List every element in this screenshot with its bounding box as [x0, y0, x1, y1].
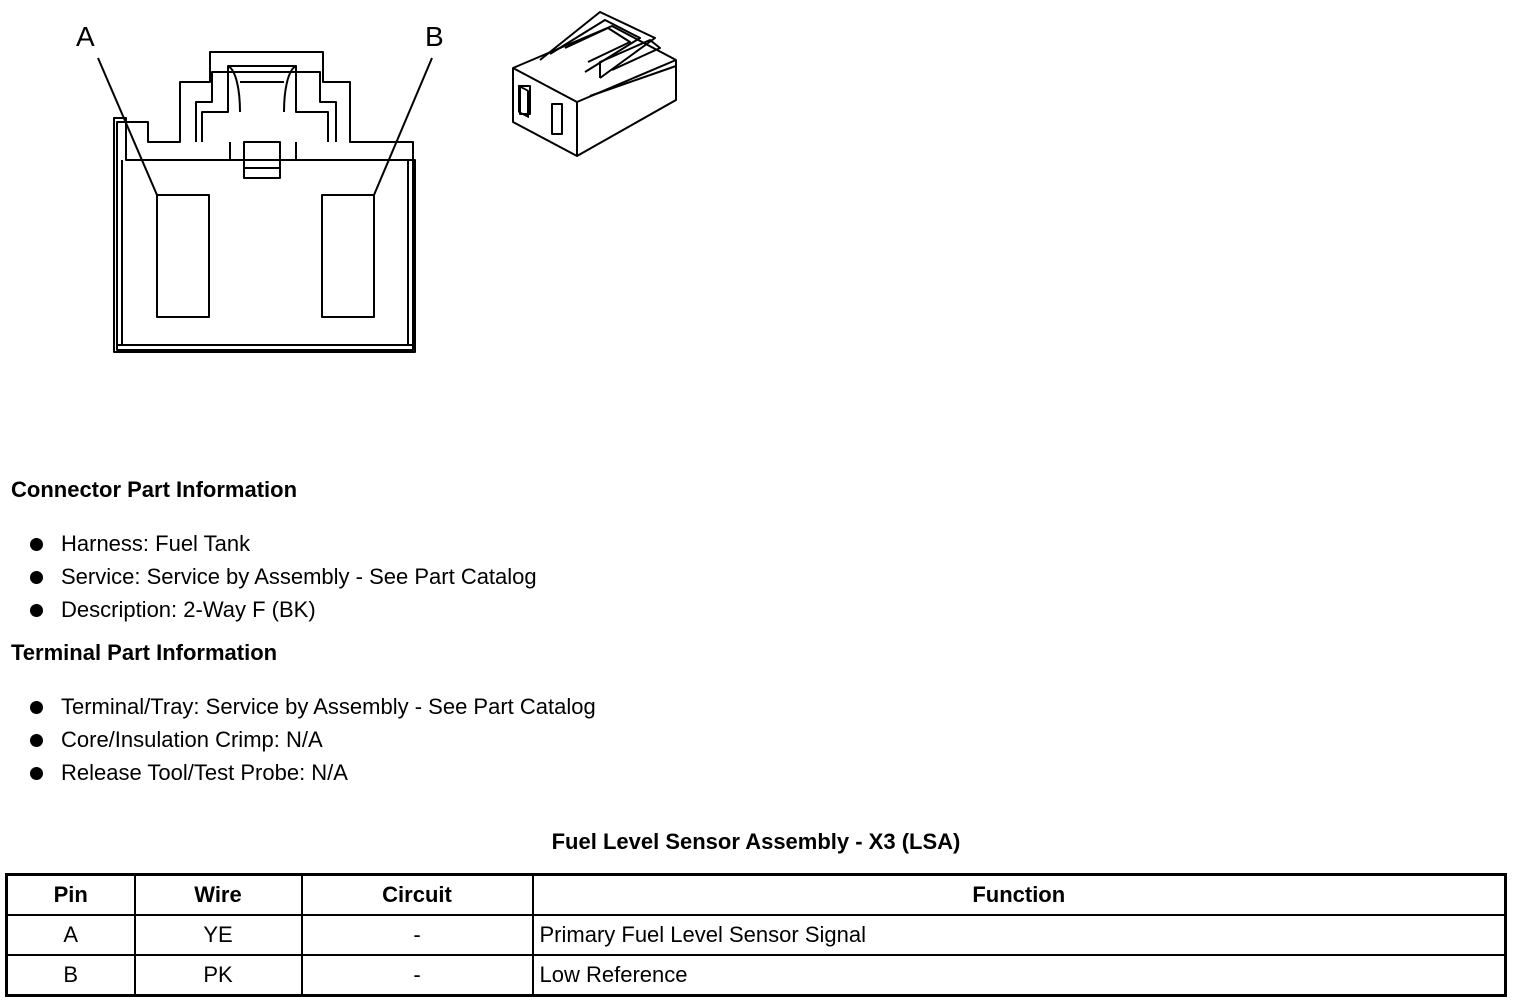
cell-circuit: -	[302, 915, 533, 955]
connector-isometric-view	[513, 12, 676, 156]
list-item-text: Core/Insulation Crimp: N/A	[61, 727, 323, 752]
header-function: Function	[533, 875, 1506, 916]
list-item	[28, 562, 537, 595]
list-item	[28, 692, 596, 725]
list-item	[28, 529, 537, 562]
cell-circuit: -	[302, 955, 533, 996]
cavity-a	[157, 195, 209, 317]
bullet-icon	[30, 734, 43, 747]
cell-pin: A	[7, 915, 135, 955]
cavity-b	[322, 195, 374, 317]
leader-b	[374, 58, 432, 195]
list-item	[28, 595, 537, 628]
terminal-info-title: Terminal Part Information	[11, 640, 278, 665]
header-circuit: Circuit	[302, 875, 533, 916]
bullet-icon	[30, 767, 43, 780]
list-item-text: Harness: Fuel Tank	[61, 531, 251, 556]
header-pin: Pin	[7, 875, 135, 916]
list-item-text: Service: Service by Assembly - See Part Catalog	[61, 564, 537, 589]
cell-pin: B	[7, 955, 135, 996]
list-item	[28, 725, 596, 758]
list-item	[28, 758, 596, 791]
bullet-icon	[30, 604, 43, 617]
cell-function: Primary Fuel Level Sensor Signal	[533, 915, 1506, 955]
connector-diagram	[0, 0, 720, 380]
cell-function: Low Reference	[533, 955, 1506, 996]
terminal-info-list	[28, 692, 596, 791]
bullet-icon	[30, 538, 43, 551]
list-item-text: Description: 2-Way F (BK)	[61, 597, 316, 622]
header-wire: Wire	[135, 875, 302, 916]
table-row	[7, 915, 1506, 955]
list-item-text: Release Tool/Test Probe: N/A	[61, 760, 348, 785]
bullet-icon	[30, 701, 43, 714]
pin-label-b: B	[425, 21, 444, 52]
bullet-icon	[30, 571, 43, 584]
pin-label-a: A	[76, 21, 95, 52]
connector-info-list	[28, 529, 537, 628]
pin-table-title: Fuel Level Sensor Assembly - X3 (LSA)	[551, 829, 961, 854]
cell-wire: PK	[135, 955, 302, 996]
list-item-text: Terminal/Tray: Service by Assembly - See Part Catalog	[61, 694, 596, 719]
connector-info-title: Connector Part Information	[11, 477, 298, 502]
cell-wire: YE	[135, 915, 302, 955]
table-row	[7, 955, 1506, 996]
table-header-row	[7, 875, 1506, 916]
connector-face-view	[98, 52, 432, 352]
pin-table	[5, 873, 1507, 997]
